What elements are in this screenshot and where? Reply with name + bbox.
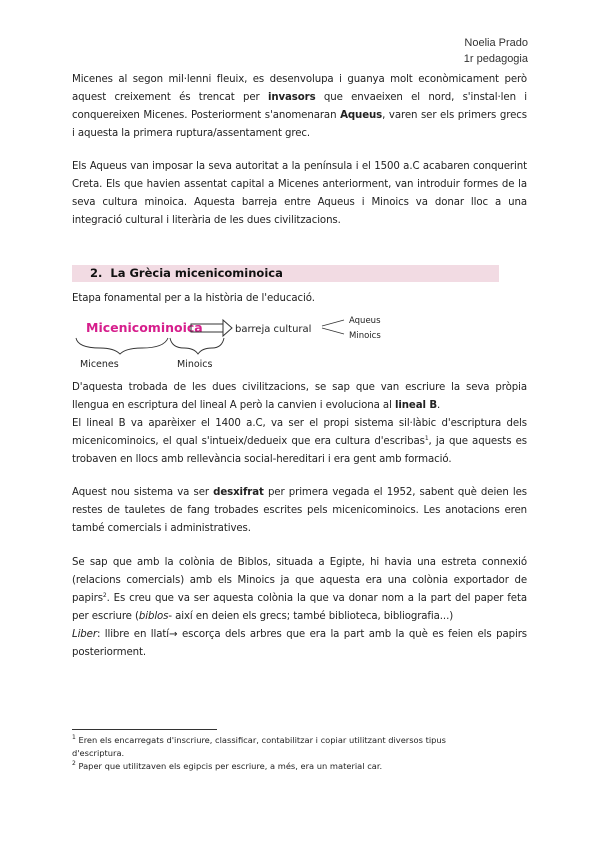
arrow-head-icon xyxy=(223,320,232,336)
section-intro xyxy=(72,290,527,308)
footnote-mark: 2 xyxy=(72,760,76,767)
text-run: Etapa fonamental per a la història de l'educació. xyxy=(72,293,315,304)
footnote-mark: 1 xyxy=(72,734,76,741)
diagram-main-label: Micenicominoica xyxy=(86,320,203,335)
diagram-label-micenes: Micenes xyxy=(80,359,119,370)
author-name: Noelia Prado xyxy=(464,37,528,49)
italic-term-biblos: biblos xyxy=(138,611,169,622)
text-run: que envaeixen el nord, s'instal·len i conquereixen Micenes. Posteriorment s'anomenaran xyxy=(72,92,527,121)
bold-term-lineal-b: lineal B xyxy=(394,400,437,411)
section-title: La Grècia micenicominoica xyxy=(110,266,283,280)
right-brace-icon xyxy=(170,338,224,354)
course-name: 1r pedagogia xyxy=(463,53,528,65)
text-run: : llibre en llatí→ escorça dels arbres que era la part amb la què es feien els papirs posteriorment. xyxy=(72,629,527,658)
paragraph-desxifrat xyxy=(72,484,527,538)
text-run: . Es creu que va ser aquesta colònia la que va donar nom a la part del paper feta per escriure ( xyxy=(72,593,527,622)
bold-term-aqueus: Aqueus xyxy=(340,110,383,121)
paragraph-biblos xyxy=(72,554,527,662)
text-run: , varen ser els primers grecs i aquesta la primera ruptura/assentament grec. xyxy=(72,110,527,139)
concept-diagram xyxy=(72,308,412,370)
section-number: 2. xyxy=(90,266,103,280)
diagram-label-minoics: Minoics xyxy=(177,359,213,370)
paragraph-lineal xyxy=(72,379,527,469)
branch-down-icon xyxy=(322,328,344,334)
italic-term-liber: Liber xyxy=(72,629,97,640)
left-brace-icon xyxy=(76,338,168,354)
text-run: per primera vegada el 1952, sabent què deien les restes de tauletes de fang trobades escrites pels micenicominoics. Les anotacions eren també comercials i administratives. xyxy=(72,487,527,534)
footnote-ref-1: 1 xyxy=(424,435,429,442)
footnote-text: Paper que utilitzaven els egipcis per escriure, a més, era un material car. xyxy=(75,761,383,771)
text-run: , ja que aquests es trobaven en llocs amb rellevància social-hereditari i era gent amb formació. xyxy=(72,436,527,465)
text-run: Aquest nou sistema va ser xyxy=(72,487,214,498)
page-header xyxy=(328,35,528,67)
footnote-divider xyxy=(72,729,217,730)
diagram-branch-minoics: Minoics xyxy=(349,331,381,341)
footnote-ref-2: 2 xyxy=(102,592,107,599)
branch-up-icon xyxy=(322,320,344,326)
text-run: . xyxy=(436,400,441,411)
text-run: Se sap que amb la colònia de Biblos, situada a Egipte, hi havia una estreta connexió (relacions comercials) amb els Minoics ja que aquesta era una colònia exportador de papirs xyxy=(72,557,527,604)
footnotes xyxy=(72,734,452,773)
text-run: Micenes al segon mil·lenni fleuix, es desenvolupa i guanya molt econòmicament però aquest creixement és trencat per xyxy=(72,74,527,103)
text-run: Els Aqueus van imposar la seva autoritat a la península i el 1500 a.C acabaren conquerint Creta. Els que havien assentat capital a Micenes anteriorment, van introduir formes de la seva cultura minoica. Aquesta barreja entre Aqueus i Minoics va donar lloc a una integració cultural i literària de les dues civilitzacions. xyxy=(72,161,527,226)
text-run: - així en deien els grecs; també biblioteca, bibliografia...) xyxy=(168,611,454,622)
diagram-middle-label: barreja cultural xyxy=(235,324,312,335)
footnote-2 xyxy=(72,760,452,773)
section-heading xyxy=(90,265,283,282)
text-run: D'aquesta trobada de les dues civilitzacions, se sap que van escriure la seva pròpia llengua en escriptura del lineal A però la canvien i evoluciona al xyxy=(72,382,527,411)
bold-term-desxifrat: desxifrat xyxy=(213,487,264,498)
footnote-text: Eren els encarregats d'inscriure, classificar, contabilitzar i copiar utilitzant diversos tipus d'escriptura. xyxy=(72,735,446,758)
text-run: El lineal B va aparèixer el 1400 a.C, va ser el propi sistema sil·làbic d'escriptura dels micenicominoics, el qual s'intueix/dedueix que era cultura d'escribas xyxy=(72,418,527,447)
bold-term-invasors: invasors xyxy=(267,92,316,103)
footnote-1 xyxy=(72,734,452,760)
diagram-branch-aqueus: Aqueus xyxy=(349,316,381,326)
paragraph-micenes xyxy=(72,71,527,143)
paragraph-aqueus xyxy=(72,158,527,230)
